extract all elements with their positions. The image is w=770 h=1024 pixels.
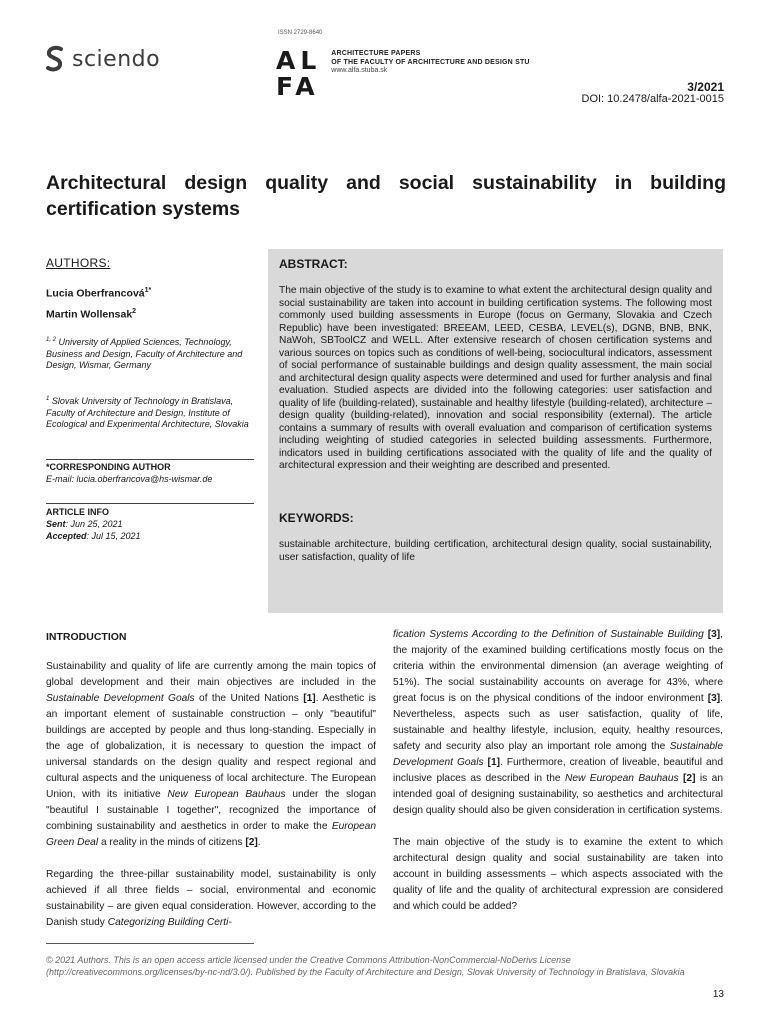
paragraph bbox=[393, 835, 723, 915]
citation-ref[interactable]: [2] bbox=[683, 773, 696, 784]
text-run: . Aesthetic is an important element of sustainable construction – only "beautiful" buildings are accepted by people and thus long-standing. Especially in the age of globalization, it is necessary to question the impact of universal standards on the design quality and respect regional and cultural aspects and the uniqueness of local architecture. The European Union, with its initiative bbox=[46, 693, 376, 800]
author-2: Martin Wollensak$^2$ bbox=[46, 308, 137, 321]
author-1: Lucia Oberfrancová$^{1*}$ bbox=[46, 287, 152, 300]
journal-url[interactable]: www.alfa.stuba.sk bbox=[331, 67, 388, 74]
authors-heading: AUTHORS: bbox=[46, 256, 111, 270]
text-run: fication Systems According to the Definition of Sustainable Building bbox=[393, 629, 704, 640]
citation-ref[interactable]: [3] bbox=[707, 693, 721, 704]
issn: ISSN 2729-8640 bbox=[278, 30, 323, 36]
body-column-left bbox=[46, 659, 376, 947]
text-run: . bbox=[257, 837, 261, 848]
paragraph bbox=[46, 867, 376, 931]
journal-header bbox=[276, 48, 530, 100]
text-run: New European Bauhaus bbox=[565, 773, 679, 784]
sciendo-logo bbox=[44, 45, 160, 73]
publisher-name: sciendo bbox=[72, 46, 161, 72]
text-run: . Furthermore, creation of liveable, beautiful and inclusive places as described in the bbox=[393, 757, 723, 784]
citation-ref[interactable]: [1] bbox=[487, 757, 500, 768]
text-run: Sustainable Development Goals bbox=[393, 741, 723, 768]
text-run: Categorizing Building Certi- bbox=[107, 917, 232, 928]
journal-title-2: OF THE FACULTY OF ARCHITECTURE AND DESIGN STU bbox=[331, 58, 530, 66]
divider bbox=[46, 459, 254, 460]
sent-date: Sent: Jun 25, 2021 bbox=[46, 519, 123, 529]
keywords-text: sustainable architecture, building certification, architectural design quality, social sustainability, user satisfaction, quality of life bbox=[279, 539, 712, 563]
keywords-heading: KEYWORDS: bbox=[279, 511, 354, 525]
text-run: is an intended goal of designing sustainability, so aesthetics and architectural design quality should also be given consideration in certification systems. bbox=[393, 773, 723, 816]
abstract-text: The main objective of the study is to examine to what extent the architectural design quality and social sustainability are taken into account in building certification systems. The following most commonly used building assessments in Europe (focus on Germany, Slovakia and Czech Republic) have been investigated: BREEAM, LEED, CESBA, LEVEL(s), DGNB, BNB, BNK, NaWoh, SBToolCZ and WELL. After extensive research of chosen certification systems and various sources on topics such as conditions of well-being, sociocultural indicators, assessment of social performance of sustainable buildings and design quality assessment, the main social and architectural design quality aspects were determined and used for further analysis and final evaluation. Studied aspects are divided into the following categories: user satisfaction and quality of life (building-related), sustainable and healthy lifestyle (building-related), architecture – design quality (building-related), innovation and social responsibility (external). The article contains a summary of results with overall evaluation and comparison of certification systems including weighting of studied categories in selected building assessments. Furthermore, indicators used in building certifications associated with the quality of life and the quality of architectural expression and their weighting are described and presented. bbox=[279, 285, 712, 471]
text-run: Sustainability and quality of life are currently among the main topics of global development and their main objectives are included in the bbox=[46, 661, 376, 688]
citation-ref[interactable]: [1] bbox=[303, 693, 316, 704]
text-run: , the majority of the examined building certifications mostly focus on the criteria within the environmental dimension (an average weighting of 51%). The social sustainability accounts on average for 43%, where great focus is on the physical conditions of the indoor environment bbox=[393, 629, 723, 704]
text-run: The main objective of the study is to examine the extent to which architectural design quality and social sustainability are taken into account in building assessments – which aspects associated with the quality of life and the quality of architectural expression are considered and which could be added? bbox=[393, 837, 723, 912]
journal-title-1: ARCHITECTURE PAPERS bbox=[331, 50, 421, 57]
divider bbox=[46, 503, 254, 504]
citation-ref[interactable]: [3] bbox=[707, 629, 721, 640]
page-number: 13 bbox=[712, 989, 724, 1000]
journal-title-block bbox=[331, 50, 529, 100]
article-title: Architectural design quality and social sustainability in building certification systems bbox=[46, 172, 726, 220]
doi[interactable]: DOI: 10.2478/alfa-2021-0015 bbox=[581, 93, 724, 105]
footnote-divider bbox=[46, 943, 254, 944]
corresponding-email[interactable]: E-mail: lucia.oberfrancova@hs-wismar.de bbox=[46, 474, 213, 484]
sciendo-logo-icon bbox=[44, 45, 66, 73]
corresponding-author-heading: *CORRESPONDING AUTHOR bbox=[46, 462, 171, 472]
body-column-right bbox=[393, 627, 723, 931]
alfa-logo: AL FA bbox=[276, 46, 322, 101]
text-run: Regarding the three-pillar sustainability model, sustainability is only achieved if all three fields – social, environmental and economic sustainability – are given equal consideration. However, according to the Danish study bbox=[46, 869, 376, 928]
paragraph bbox=[393, 627, 723, 819]
text-run: New European Bauhaus bbox=[167, 789, 286, 800]
paragraph bbox=[46, 659, 376, 851]
introduction-heading: INTRODUCTION bbox=[46, 631, 127, 643]
abstract-box bbox=[268, 249, 723, 613]
citation-ref[interactable]: [2] bbox=[245, 837, 258, 848]
license-footnote: © 2021 Authors. This is an open access article licensed under the Creative Commons Attribution-NonCommercial-NoDerivs License (http://creativecommons.org/licenses/by-nc-nd/3.0/). Published by the Faculty of Architecture and Design, Slovak University of Technology in Bratislava, Slovakia bbox=[46, 955, 685, 977]
text-run: under the slogan "beautiful I sustainable I together", recognized the importance of combining sustainability and aesthetics in order to make the bbox=[46, 789, 376, 832]
article-info-heading: ARTICLE INFO bbox=[46, 507, 109, 517]
text-run: European Green Deal bbox=[46, 821, 376, 848]
text-run: a reality in the minds of citizens bbox=[98, 837, 246, 848]
accepted-date: Accepted: Jul 15, 2021 bbox=[46, 531, 141, 541]
text-run: of the United Nations bbox=[194, 693, 304, 704]
affiliation-2: $^1$ Slovak University of Technology in Bratislava, Faculty of Architecture and Design, Institute of Ecological and Experimental Architecture, Slovakia bbox=[46, 396, 249, 429]
affiliation-1: $^{1, 2}$ University of Applied Sciences, Technology, Business and Design, Faculty of Architecture and Design, Wismar, Germany bbox=[46, 337, 243, 370]
issue-number: 3/2021 bbox=[687, 80, 724, 94]
text-run: Sustainable Development Goals bbox=[46, 693, 195, 704]
abstract-heading: ABSTRACT: bbox=[279, 257, 348, 271]
text-run: . Nevertheless, aspects such as user satisfaction, quality of life, sustainable and healthy lifestyle, inclusion, equity, healthy resources, safety and security also play an important role among the bbox=[393, 693, 723, 752]
